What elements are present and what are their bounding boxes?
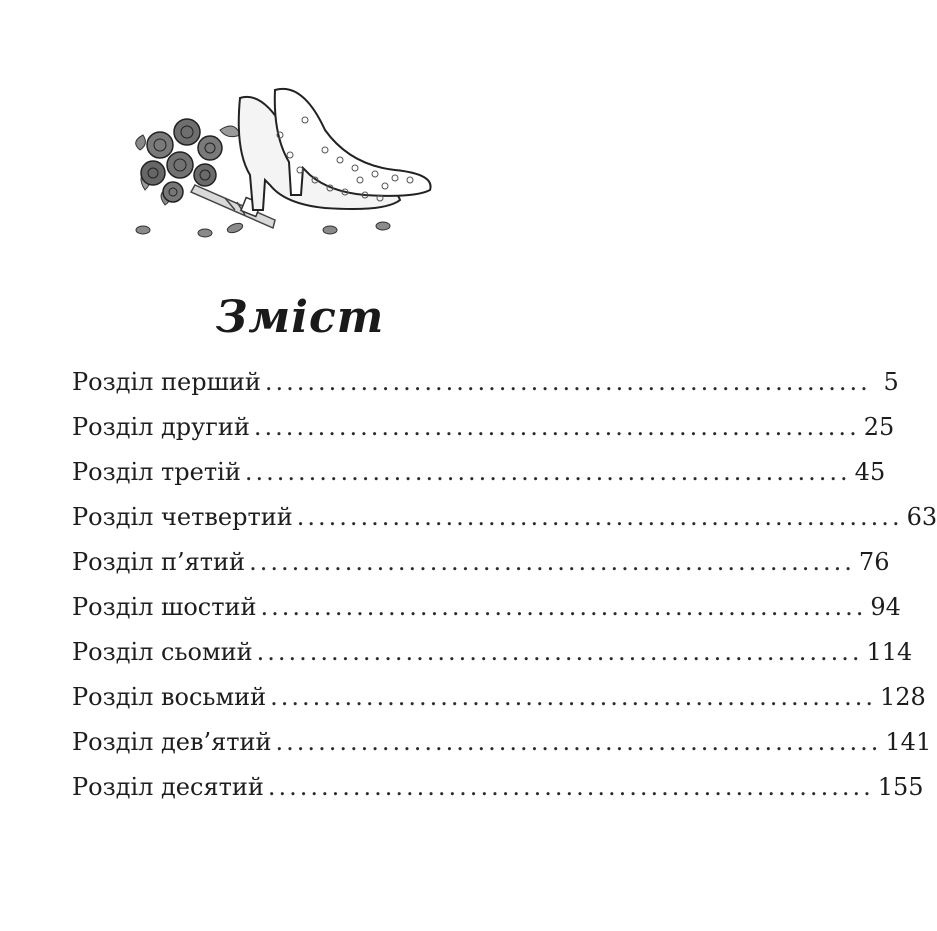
toc-entry-label: Розділ дев’ятий [72,728,272,756]
toc-entry[interactable] [72,413,895,458]
toc-leader-dots: ......................................................... [275,728,882,756]
toc-entry[interactable] [72,728,932,773]
toc-entry-page: 114 [866,638,913,666]
toc-leader-dots: ......................................................... [296,503,903,531]
toc-entry[interactable] [72,638,913,683]
toc-entry-label: Розділ перший [72,368,261,396]
toc-leader-dots: ......................................................... [267,773,874,801]
toc-entry-label: Розділ шостий [72,593,257,621]
toc-entry[interactable] [72,593,901,638]
toc-entry-label: Розділ п’ятий [72,548,246,576]
page-title: Зміст [215,292,385,343]
toc-entry-page: 63 [906,503,937,531]
toc-leader-dots: ......................................................... [256,638,863,666]
glass-slippers-icon [239,89,431,210]
toc-entry[interactable] [72,458,886,503]
toc-entry[interactable] [72,683,926,728]
toc-entry[interactable] [72,773,924,818]
toc-leader-dots: ......................................................... [264,368,871,396]
toc-entry-label: Розділ другий [72,413,250,441]
toc-entry-page: 25 [863,413,895,441]
toc-entry-label: Розділ десятий [72,773,264,801]
toc-entry-page: 141 [885,728,932,756]
toc-entry-page: 128 [880,683,926,711]
toc-entry-label: Розділ восьмий [72,683,267,711]
toc-leader-dots: ......................................................... [249,548,855,576]
toc-leader-dots: ......................................................... [253,413,860,441]
toc-entry-page: 5 [883,368,899,396]
toc-entry-label: Розділ сьомий [72,638,253,666]
toc-entry-page: 45 [854,458,886,486]
toc-entry-page: 76 [858,548,890,576]
toc-leader-dots: ......................................................... [260,593,867,621]
toc-leader-dots: ......................................................... [244,458,851,486]
table-of-contents [72,368,937,818]
toc-leader-dots: ......................................................... [270,683,877,711]
toc-entry-page: 94 [870,593,901,621]
toc-entry[interactable] [72,368,899,413]
toc-entry[interactable] [72,548,890,593]
toc-entry[interactable] [72,503,937,548]
toc-entry-label: Розділ четвертий [72,503,293,531]
toc-entry-label: Розділ третій [72,458,241,486]
toc-entry-page: 155 [877,773,924,801]
bouquet-and-shoes-illustration [125,80,445,250]
